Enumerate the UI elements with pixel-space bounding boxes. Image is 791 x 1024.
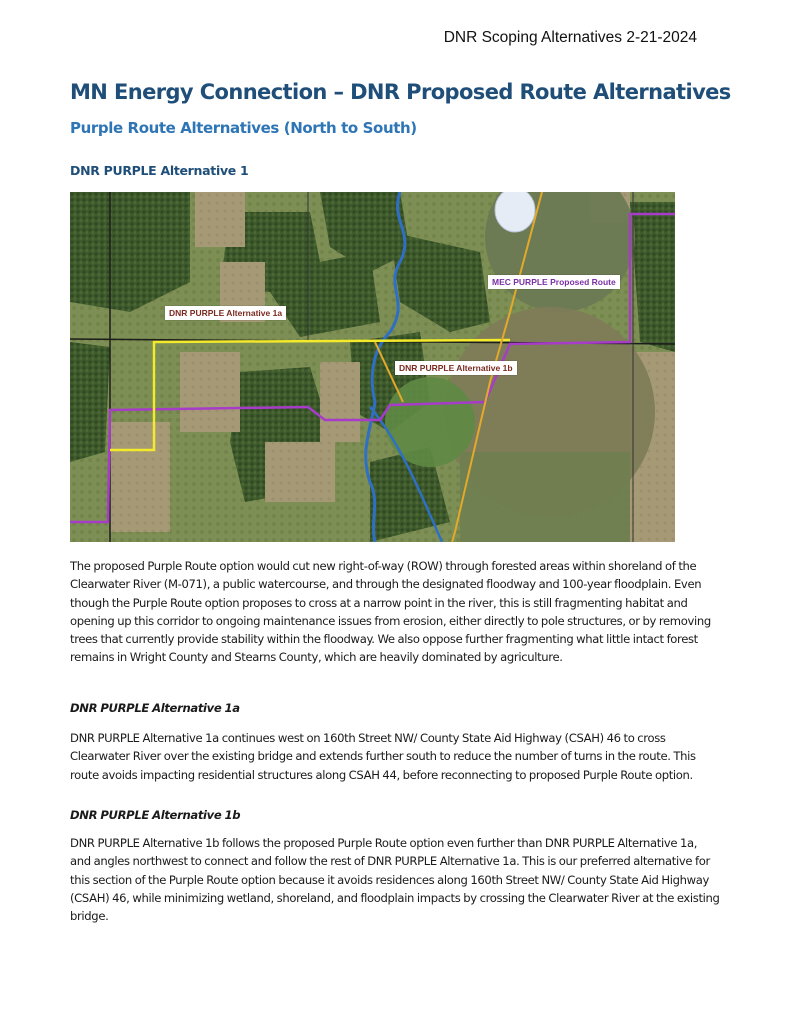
section-heading: DNR PURPLE Alternative 1 [70,163,249,178]
field [110,422,170,532]
document-header-label: DNR Scoping Alternatives 2-21-2024 [443,29,697,46]
forest-patch [70,342,110,462]
page-subtitle: Purple Route Alternatives (North to South) [70,119,417,137]
field [320,362,360,442]
aerial-imagery [70,192,675,542]
map-label-alt-1a: DNR PURPLE Alternative 1a [165,306,286,320]
alt-1b-paragraph: DNR PURPLE Alternative 1b follows the proposed Purple Route option even further than DNR PURPLE Alternative 1a, and angles northwest to connect and follow the rest of DNR PURPLE Alternative 1a. This is our preferred alternative for this section of the Purple Route option because it avoids residences along 160th Street NW/ County State Aid Highway (CSAH) 46, while minimizing wetland, shoreland, and floodplain impacts by crossing the Clearwater River at the existing bridge. [70,836,720,924]
field [265,442,335,502]
map-label-alt-1b: DNR PURPLE Alternative 1b [395,361,517,375]
field [460,452,630,542]
map-label-mec-proposed: MEC PURPLE Proposed Route [488,275,620,289]
route-map [70,192,675,542]
alt-1b-heading: DNR PURPLE Alternative 1b [70,808,241,822]
field [195,192,245,247]
alt-1a-heading: DNR PURPLE Alternative 1a [70,701,240,715]
intro-paragraph: The proposed Purple Route option would cut new right-of-way (ROW) through forested areas within shoreland of the Clearwater River (M-071), a public watercourse, and through the designated floodway and 100-year floodplain. Even though the Purple Route option proposes to cross at a narrow point in the river, this is still fragmenting habitat and opening up this corridor to ongoing maintenance issues from erosion, either directly to pole structures, or by removing trees that currently provide stability within the floodway. We also oppose further fragmenting what little intact forest remains in Wright County and Stearns County, which are heavily dominated by agriculture. [70,559,711,665]
page-title: MN Energy Connection – DNR Proposed Route Alternatives [70,80,731,104]
field [180,352,240,432]
lake [495,192,535,232]
alt-1a-paragraph: DNR PURPLE Alternative 1a continues west on 160th Street NW/ County State Aid Highway (CSAH) 46 to cross Clearwater River over the existing bridge and extends further south to reduce the number of turns in the route. This route avoids impacting residential structures along CSAH 44, before reconnecting to proposed Purple Route option. [70,731,696,782]
